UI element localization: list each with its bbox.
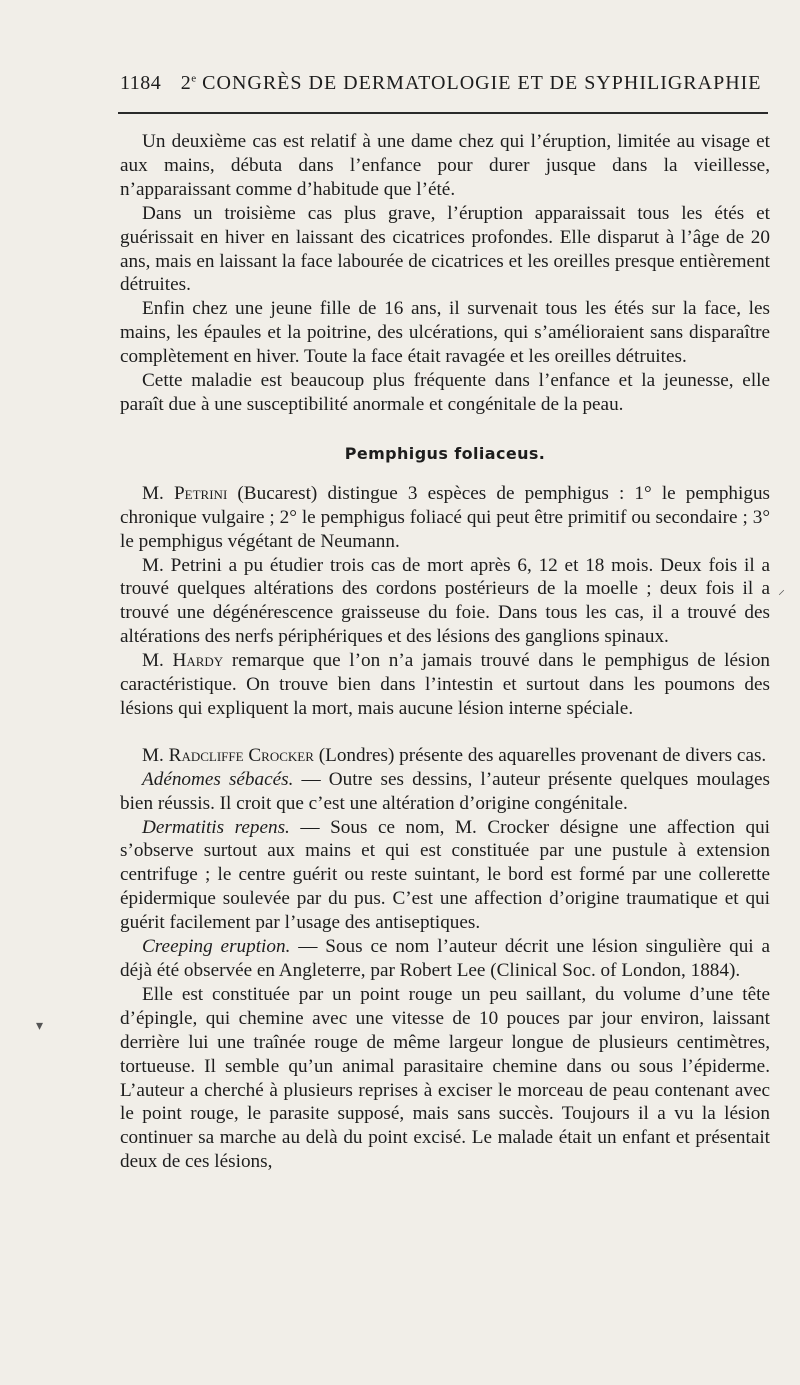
paragraph-description: Elle est constituée par un point rouge un peu saillant, du volume d’une tête d’épingle, qui chemine avec une vitesse de 10 pouces par jour environ, laissant derrière lui une traînée rouge de même largeur longue de plusieurs centimètres, tortueuse. Il semble qu’un animal parasitaire chemine dans ou sous l’épiderme. L’auteur a cherché à plusieurs reprises à exciser le morceau de peau contenant avec le point rouge, le parasite supposé, mais sans succès. Toujours il a vu la lésion continuer sa marche au delà du point excisé. Le malade était un enfant et présentait deux de ces lésions, [120,983,770,1173]
paragraph-crocker [120,744,770,768]
margin-mark-icon: ▾ [36,1018,44,1034]
running-header [120,72,770,95]
hardy-text: remarque que l’on n’a jamais trouvé dans le pemphigus de lésion caractéristique. On trouve bien dans l’intestin et surtout dans les poumons des lésions qui expliquent la mort, mais aucune lésion interne spéciale. [120,650,771,719]
creeping-text: — Sous ce nom l’auteur décrit une lésion singulière qui a déjà été observée en Angleterre, par Robert Lee (Clinical Soc. of London, 1884). [120,936,771,981]
author-name-crocker: Radcliffe Crocker [168,744,314,766]
section-heading: Pemphigus foliaceus. [344,443,546,463]
running-title: CONGRÈS DE DERMATOLOGIE ET DE SYPHILIGRAPHIE [202,72,762,94]
subheading-creeping: Creeping eruption. [142,936,291,958]
hardy-prefix: M. [142,650,173,672]
crocker-text: (Londres) présente des aquarelles provenant de divers cas. [313,744,767,766]
paragraph-second-case: Un deuxième cas est relatif à une dame chez qui l’éruption, limitée au visage et aux mains, débuta dans l’enfance pour durer jusque dans la vieillesse, n’apparaissant comme d’habitude que l’été. [120,131,770,200]
paragraph-dermatitis [120,816,770,936]
paragraph-petrini-cases: M. Petrini a pu étudier trois cas de mort après 6, 12 et 18 mois. Deux fois il a trouvé quelques altérations des cordons postérieurs de la moelle ; deux fois il a trouvé une dégénérescence graisseuse du foie. Dans tous les cas, il a trouvé des altérations des nerfs périphériques et des lésions des ganglions spinaux. [120,554,770,648]
margin-tick-icon: ⸝ [778,582,785,598]
paragraph-third-case: Dans un troisième cas plus grave, l’éruption apparaissait tous les étés et guérissait en hiver en laissant des cicatrices profondes. Elle disparut à l’âge de 20 ans, mais en laissant la face labourée de cicatrices et les oreilles presque entièrement détruites. [120,202,770,296]
paragraph-hardy [120,649,770,721]
crocker-prefix: M. [142,744,169,766]
paragraph-creeping [120,935,770,983]
paragraph-young-girl: Enfin chez une jeune fille de 16 ans, il survenait tous les étés sur la face, les mains, les épaules et la poitrine, des ulcérations, qui s’amélioraient sans disparaître complètement en hiver. Toute la face était ravagée et les oreilles détruites. [120,298,770,368]
petrini-prefix: M. [142,482,174,504]
subheading-dermatitis: Dermatitis repens. [142,816,290,838]
author-name-petrini: Petrini [174,482,228,504]
paragraph-petrini [120,482,770,554]
ordinal-number: 2 [180,72,192,94]
paragraph-conclusion: Cette maladie est beaucoup plus fréquente dans l’enfance et la jeunesse, elle paraît due à une susceptibilité anormale et congénitale de la peau. [120,370,770,415]
petrini-text: (Bucarest) distingue 3 espèces de pemphigus : 1° le pemphigus chronique vulgaire ; 2° le pemphigus foliacé qui peut être primitif ou secondaire ; 3° le pemphigus végétant de Neumann. [120,482,771,552]
header-rule [118,112,768,114]
author-name-hardy: Hardy [172,650,224,672]
page-number: 1184 [120,72,162,94]
dermatitis-text: — Sous ce nom, M. Crocker désigne une affection qui s’observe surtout aux mains et qui est constituée par une pustule à extension centrifuge ; le centre guérit ou reste suintant, le bord est formé par une collerette épidermique soulevée par du pus. C’est une affection d’origine traumatique et qui guérit facilement par l’usage des antiseptiques. [120,816,770,934]
subheading-adenomes: Adénomes sébacés. [142,768,294,790]
congress-ordinal [181,72,197,94]
adenomes-text: — Outre ses dessins, l’auteur présente quelques moulages bien réussis. Il croit que c’est une altération d’origine congénitale. [120,768,771,814]
paragraph-adenomes [120,768,770,816]
article-body [120,130,770,1174]
ordinal-suffix: e [191,72,197,85]
